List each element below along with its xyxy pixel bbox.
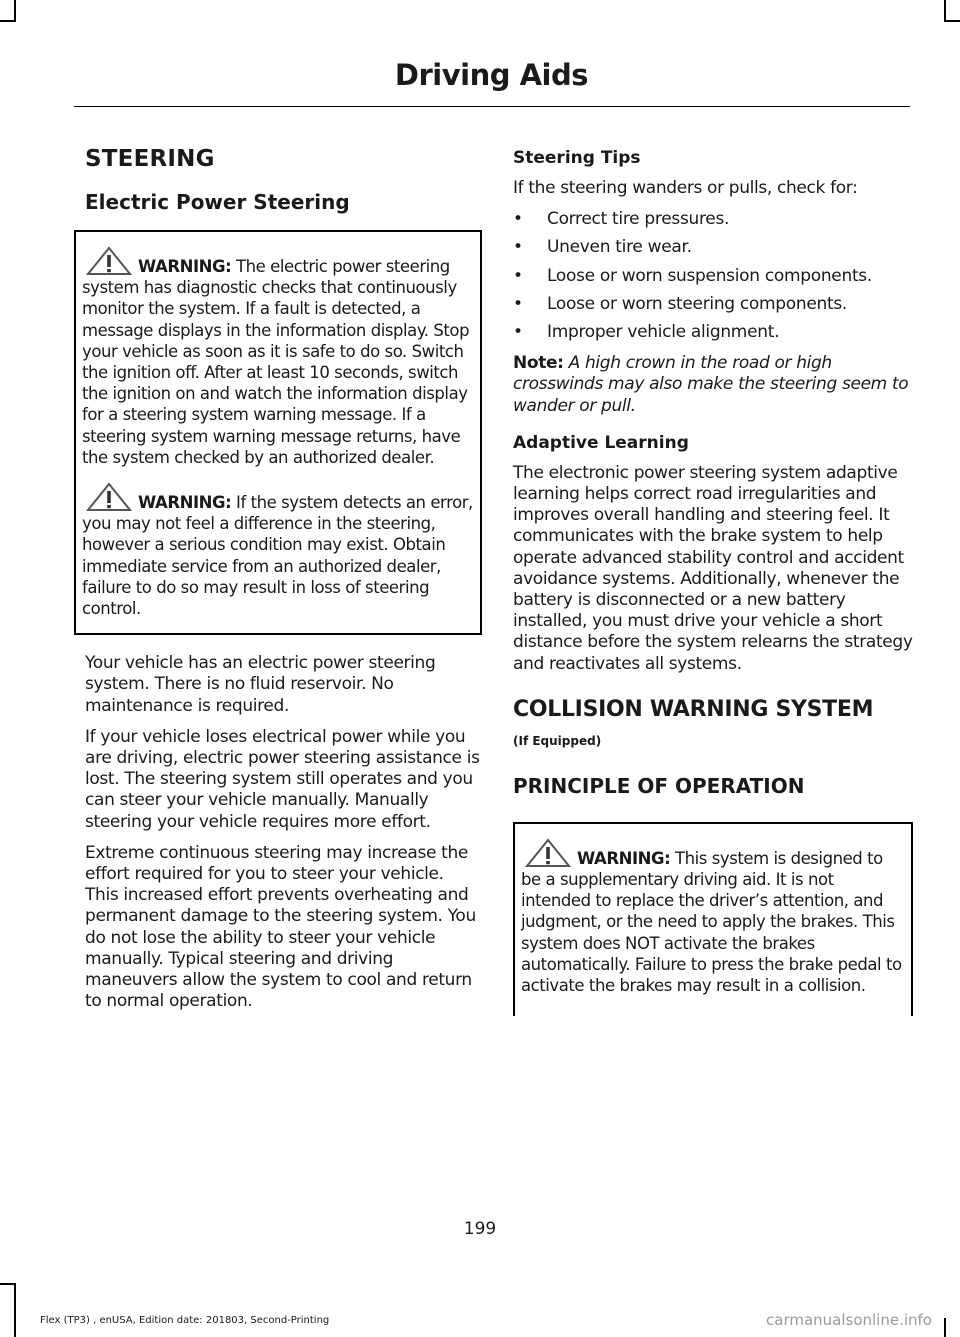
section-title-steering: STEERING [85,146,215,172]
paragraph: Extreme continuous steering may increase the effort required for you to steer your vehicle. This increased effort prevents overheating and permanent damage to the steering system. You do not lose the ability to steer your vehicle manually. Typical steering and driving maneuvers allow the system to cool and return to normal operation. [85,842,476,1012]
warning-box [513,822,913,1016]
warning-box [74,230,482,635]
warning-triangle-icon [86,246,132,276]
steering-tips-list [513,209,913,343]
crop-mark [944,20,960,22]
subsection-title-eps: Electric Power Steering [85,190,350,214]
crop-mark [14,1283,16,1337]
warning-label: WARNING: [577,848,671,868]
page-number: 199 [463,1219,497,1239]
note-label: Note: [513,353,564,374]
principle-of-operation-title: PRINCIPLE OF OPERATION [513,773,805,798]
steering-tips-intro: If the steering wanders or pulls, check for: [513,178,858,198]
warning-item [82,246,474,468]
list-item: • Correct tire pressures. [513,209,913,230]
if-equipped-label: (If Equipped) [513,733,602,748]
list-item: • Uneven tire wear. [513,237,913,258]
adaptive-learning-text: The electronic power steering system adaptive learning helps correct road irregularities and improves overall handling and steering feel. It communicates with the brake system to help operate advanced stability control and accident avoidance systems. Additionally, whenever the battery is disconnected or a new battery installed, you must drive your vehicle a short distance before the system relearns the strategy and reactivates all systems. [513,462,913,674]
warning-text: The electric power steering system has diagnostic checks that continuously monitor the system. If a fault is detected, a message displays in the information display. Stop your vehicle as soon as it is safe to do so. Switch the ignition off. After at least 10 seconds, switch the ignition on and watch the information display for a steering system warning message. If a steering system warning message returns, have the system checked by an authorized dealer. [82,257,470,467]
crop-mark [944,1318,946,1337]
warning-item [82,482,474,619]
warning-triangle-icon [525,838,571,868]
list-item: • Improper vehicle alignment. [513,322,913,343]
warning-label: WARNING: [138,493,232,513]
warning-text: If the system detects an error, you may not feel a difference in the steering, however a serious condition may exist. Obtain immediate service from an authorized dealer, failure to do so may result in loss of steering control. [82,493,473,619]
watermark: carmanualsonline.info [766,1311,932,1329]
note-text: A high crown in the road or high crosswinds may also make the steering seem to wander or pull. [513,353,909,416]
collision-warning-title: COLLISION WARNING SYSTEM [513,696,874,722]
footer-edition-info: Flex (TP3) , enUSA, Edition date: 201803, Second-Printing [40,1315,330,1326]
crop-mark [0,20,16,22]
steering-tips-title: Steering Tips [513,148,641,168]
note [513,353,913,417]
list-item: • Loose or worn suspension components. [513,266,913,287]
paragraph: Your vehicle has an electric power steering system. There is no fluid reservoir. No maintenance is required. [85,653,436,716]
header-rule [74,106,910,107]
crop-mark [944,0,946,22]
warning-label: WARNING: [138,257,232,276]
warning-text: This system is designed to be a supplementary driving aid. It is not intended to replace the driver’s attention, and judgment, or the need to apply the brakes. This system does NOT activate the brakes automatically. Failure to press the brake pedal to activate the brakes may result in a collision. [521,848,902,996]
warning-triangle-icon [86,482,132,512]
warning-item [521,838,905,996]
right-column [513,140,913,1034]
list-item: • Loose or worn steering components. [513,294,913,315]
paragraph: If your vehicle loses electrical power while you are driving, electric power steering assistance is lost. The steering system still operates and you can steer your vehicle manually. Manually steering your vehicle requires more effort. [85,726,480,832]
adaptive-learning-title: Adaptive Learning [513,432,689,453]
page-header-title: Driving Aids [394,58,588,92]
left-column [74,140,482,1023]
crop-mark [14,0,16,22]
crop-mark [0,1283,16,1285]
